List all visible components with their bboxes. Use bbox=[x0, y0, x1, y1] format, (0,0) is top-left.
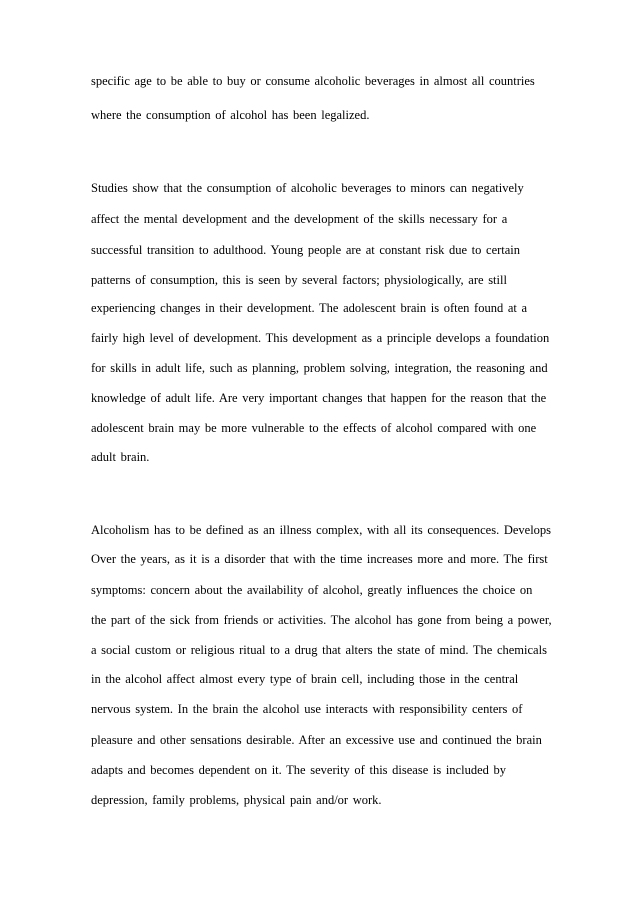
text-line: depression, family problems, physical pain and/or work. bbox=[91, 793, 382, 807]
text-line: symptoms: concern about the availability of alcohol, greatly influences the choice on bbox=[91, 583, 533, 597]
text-line: adapts and becomes dependent on it. The severity of this disease is included by bbox=[91, 763, 507, 777]
text-line: for skills in adult life, such as planning, problem solving, integration, the reasoning and bbox=[91, 361, 548, 375]
text-line: Studies show that the consumption of alcoholic beverages to minors can negatively bbox=[91, 181, 524, 195]
text-line: specific age to be able to buy or consume alcoholic beverages in almost all countries bbox=[91, 74, 535, 88]
text-line: where the consumption of alcohol has been legalized. bbox=[91, 108, 370, 122]
text-line: successful transition to adulthood. Young people are at constant risk due to certain bbox=[91, 243, 521, 257]
text-line: adolescent brain may be more vulnerable to the effects of alcohol compared with one bbox=[91, 421, 537, 435]
text-line: Alcoholism has to be defined as an illness complex, with all its consequences. Develops bbox=[91, 523, 552, 537]
text-line: nervous system. In the brain the alcohol use interacts with responsibility centers of bbox=[91, 702, 523, 716]
text-line: knowledge of adult life. Are very important changes that happen for the reason that the bbox=[91, 391, 547, 405]
text-line: experiencing changes in their development. The adolescent brain is often found at a bbox=[91, 301, 528, 315]
text-line: patterns of consumption, this is seen by several factors; physiologically, are still bbox=[91, 273, 507, 287]
text-line: in the alcohol affect almost every type of brain cell, including those in the central bbox=[91, 672, 519, 686]
text-line: a social custom or religious ritual to a drug that alters the state of mind. The chemicals bbox=[91, 643, 547, 657]
text-line: adult brain. bbox=[91, 450, 150, 464]
text-line: the part of the sick from friends or activities. The alcohol has gone from being a power, bbox=[91, 613, 552, 627]
text-line: Over the years, as it is a disorder that with the time increases more and more. The first bbox=[91, 552, 548, 566]
text-line: fairly high level of development. This development as a principle develops a foundation bbox=[91, 331, 550, 345]
text-line: pleasure and other sensations desirable. After an excessive use and continued the brain bbox=[91, 733, 542, 747]
text-line: affect the mental development and the development of the skills necessary for a bbox=[91, 212, 508, 226]
